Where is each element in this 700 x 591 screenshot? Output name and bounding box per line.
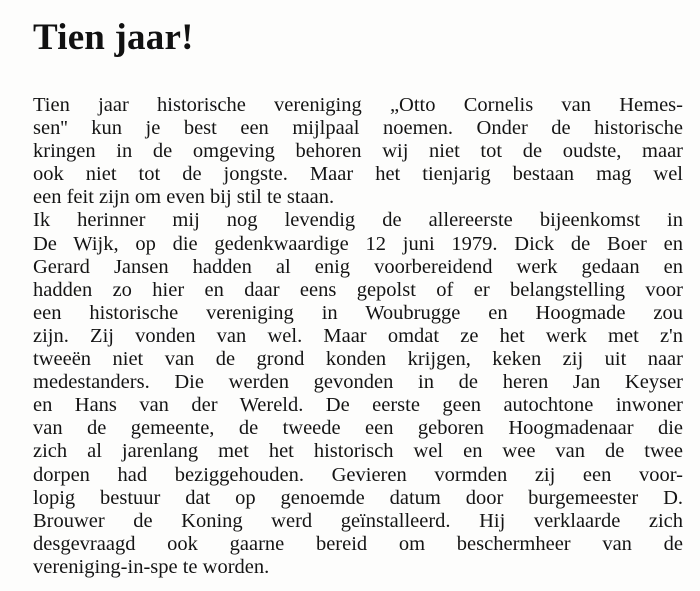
text-line: dorpen had beziggehouden. Gevieren vormden zij een voor- [33, 463, 683, 486]
text-line: hadden zo hier en daar eens gepolst of er belangstelling voor [33, 278, 683, 301]
text-line: Brouwer de Koning werd geïnstalleerd. Hij verklaarde zich [33, 509, 683, 532]
text-line: en Hans van der Wereld. De eerste geen autochtone inwoner [33, 394, 683, 417]
text-line: van de gemeente, de tweede een geboren Hoogmadenaar die [33, 417, 683, 440]
text-line: een feit zijn om even bij stil te staan. [33, 186, 335, 209]
text-line: lopig bestuur dat op genoemde datum door burgemeester D. [33, 486, 683, 509]
text-line: desgevraagd ook gaarne bereid om beschermheer van de [33, 532, 683, 555]
article-body [33, 94, 683, 579]
text-line: zijn. Zij vonden van wel. Maar omdat ze het werk met z'n [33, 324, 683, 347]
text-line: tweeën niet van de grond konden krijgen, keken zij uit naar [33, 348, 683, 371]
article-title: Tien jaar! [33, 17, 194, 58]
text-line: kringen in de omgeving behoren wij niet tot de oudste, maar [33, 140, 683, 163]
text-line: Ik herinner mij nog levendig de allereerste bijeenkomst in [33, 209, 683, 232]
text-line: een historische vereniging in Woubrugge en Hoogmade zou [33, 301, 683, 324]
text-line: Gerard Jansen hadden al enig voorbereidend werk gedaan en [33, 255, 683, 278]
text-line: medestanders. Die werden gevonden in de heren Jan Keyser [33, 371, 683, 394]
text-line: ook niet tot de jongste. Maar het tienjarig bestaan mag wel [33, 163, 683, 186]
text-line: De Wijk, op die gedenkwaardige 12 juni 1979. Dick de Boer en [33, 232, 683, 255]
text-line: zich al jarenlang met het historisch wel en wee van de twee [33, 440, 683, 463]
text-line: sen'' kun je best een mijlpaal noemen. Onder de historische [33, 117, 683, 140]
text-line: Tien jaar historische vereniging „Otto Cornelis van Hemes- [33, 94, 683, 116]
text-line: vereniging-in-spe te worden. [33, 555, 270, 578]
